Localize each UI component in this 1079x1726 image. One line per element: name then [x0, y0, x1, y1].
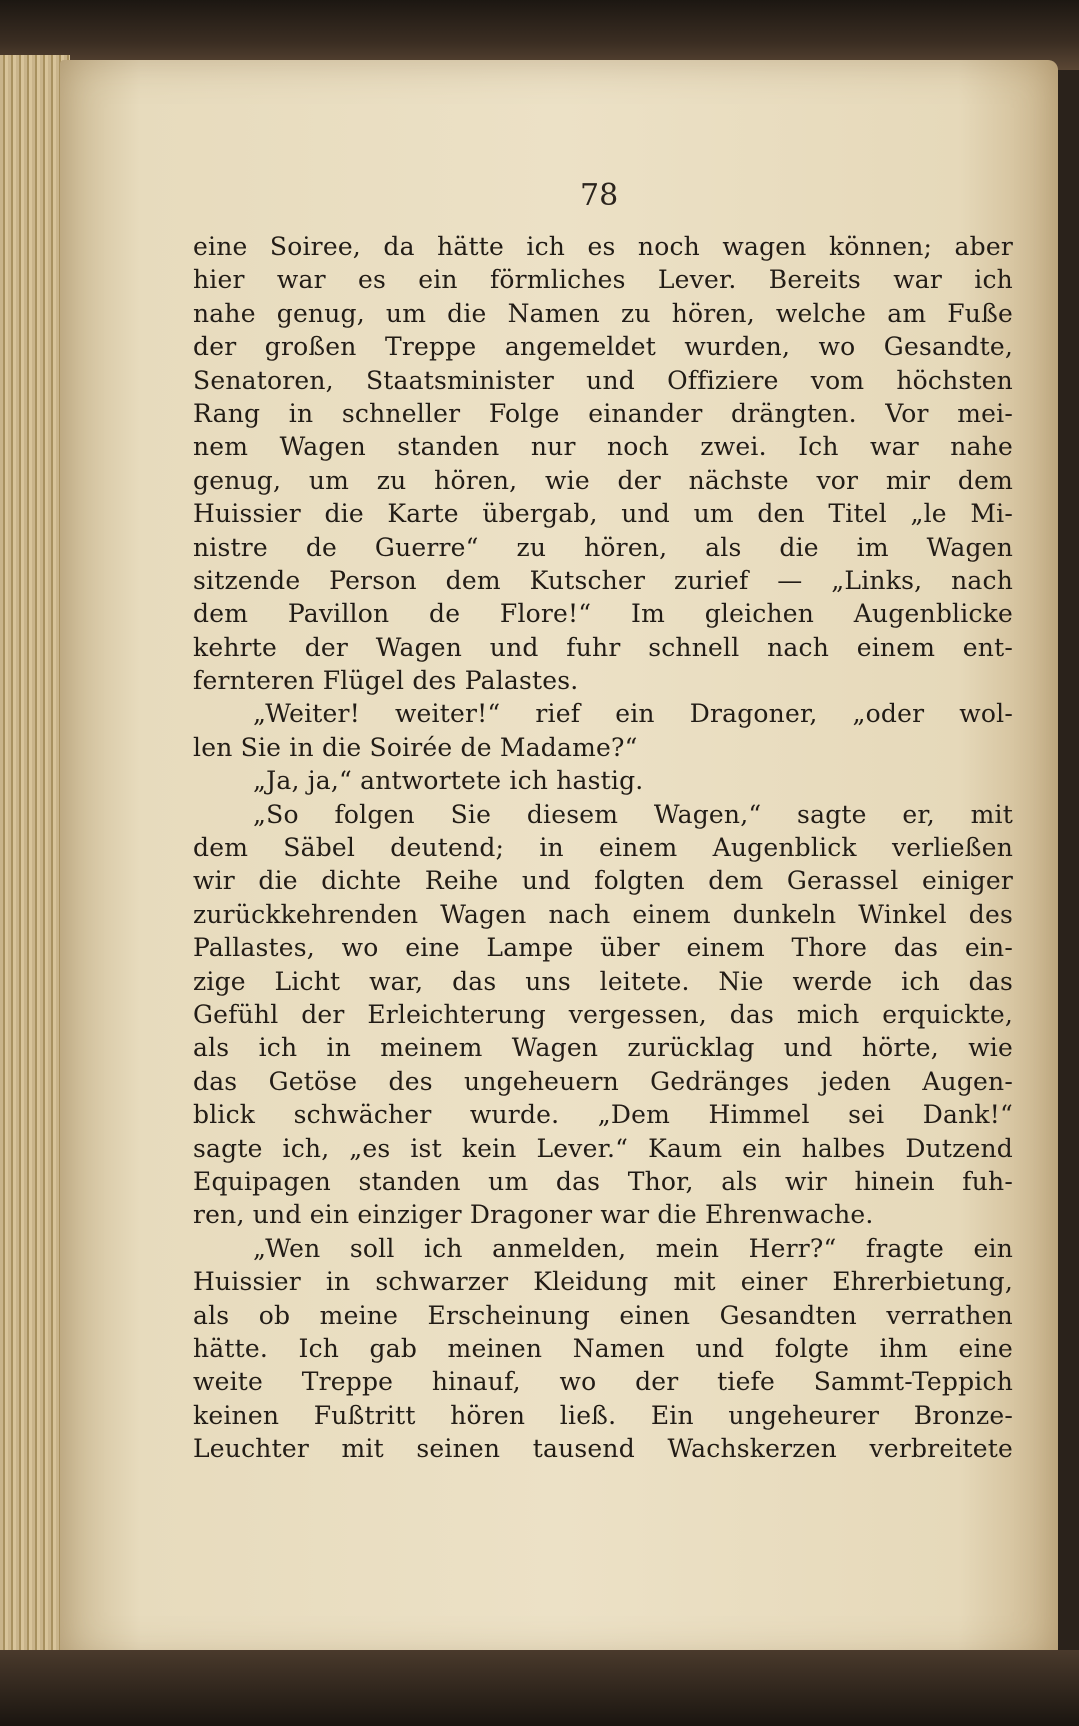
text-line: fernteren Flügel des Palastes.	[193, 666, 579, 696]
text-line: wir die dichte Reihe und folgten dem Gerassel einiger	[193, 866, 1013, 896]
text-line: kehrte der Wagen und fuhr schnell nach einem ent-	[193, 632, 1013, 662]
text-line: eine Soiree, da hätte ich es noch wagen können; aber	[193, 232, 1013, 261]
body-text	[193, 230, 1013, 1465]
text-line: hier war es ein förmliches Lever. Bereits war ich	[193, 265, 1013, 295]
text-line: „Ja, ja,“ antwortete ich hastig.	[253, 766, 644, 796]
text-line: sitzende Person dem Kutscher zurief — „Links, nach	[193, 565, 1013, 595]
text-line: Rang in schneller Folge einander drängten. Vor mei-	[193, 398, 1013, 428]
text-line: der großen Treppe angemeldet wurden, wo Gesandte,	[193, 332, 1013, 362]
text-line: als ob meine Erscheinung einen Gesandten verrathen	[193, 1300, 1013, 1330]
text-line: das Getöse des ungeheuern Gedränges jeden Augen-	[193, 1066, 1013, 1096]
text-line: len Sie in die Soirée de Madame?“	[193, 732, 638, 762]
text-line: zige Licht war, das uns leitete. Nie werde ich das	[193, 966, 1013, 996]
text-line: blick schwächer wurde. „Dem Himmel sei Dank!“	[193, 1100, 1013, 1130]
text-line: Huissier in schwarzer Kleidung mit einer Ehrerbietung,	[193, 1267, 1013, 1297]
text-line: nem Wagen standen nur noch zwei. Ich war nahe	[193, 432, 1013, 462]
text-line: „Wen soll ich anmelden, mein Herr?“ fragte ein	[253, 1233, 1013, 1263]
text-line: „Weiter! weiter!“ rief ein Dragoner, „oder wol-	[253, 699, 1013, 729]
text-line: weite Treppe hinauf, wo der tiefe Sammt-Teppich	[193, 1367, 1013, 1397]
text-line: nistre de Guerre“ zu hören, als die im Wagen	[193, 532, 1013, 562]
text-line: Senatoren, Staatsminister und Offiziere vom höchsten	[193, 365, 1013, 395]
text-line: dem Säbel deutend; in einem Augenblick verließen	[193, 833, 1013, 863]
page-number: 78	[580, 178, 619, 213]
text-line: hätte. Ich gab meinen Namen und folgte ihm eine	[193, 1333, 1013, 1363]
text-line: genug, um zu hören, wie der nächste vor mir dem	[193, 465, 1013, 495]
text-line: nahe genug, um die Namen zu hören, welche am Fuße	[193, 298, 1013, 328]
text-line: keinen Fußtritt hören ließ. Ein ungeheurer Bronze-	[193, 1400, 1013, 1430]
text-line: dem Pavillon de Flore!“ Im gleichen Augenblicke	[193, 599, 1013, 629]
text-line: Leuchter mit seinen tausend Wachskerzen verbreitete	[193, 1434, 1013, 1464]
text-line: Gefühl der Erleichterung vergessen, das mich erquickte,	[193, 999, 1013, 1029]
text-line: sagte ich, „es ist kein Lever.“ Kaum ein halbes Dutzend	[193, 1133, 1013, 1163]
book-binding-bottom	[0, 1650, 1079, 1726]
text-line: ren, und ein einziger Dragoner war die Ehrenwache.	[193, 1200, 874, 1230]
text-line: als ich in meinem Wagen zurücklag und hörte, wie	[193, 1033, 1013, 1063]
text-line: zurückkehrenden Wagen nach einem dunkeln Winkel des	[193, 899, 1013, 929]
text-line: Equipagen standen um das Thor, als wir hinein fuh-	[193, 1166, 1013, 1196]
text-line: „So folgen Sie diesem Wagen,“ sagte er, mit	[253, 799, 1013, 829]
text-line: Pallastes, wo eine Lampe über einem Thore das ein-	[193, 933, 1013, 963]
text-line: Huissier die Karte übergab, und um den Titel „le Mi-	[193, 499, 1013, 529]
